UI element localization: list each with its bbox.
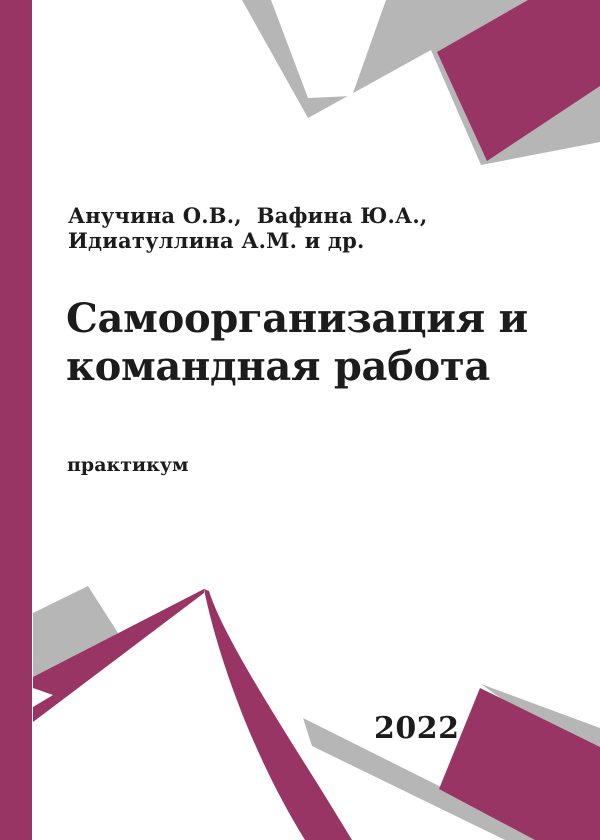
bottom-right-decoration [303, 684, 600, 840]
top-right-decoration [242, 0, 600, 165]
authors-line: Анучина О.В., Вафина Ю.А., Идиатуллина А.М. и др. [68, 203, 443, 253]
left-stripe [0, 0, 32, 840]
publication-year: 2022 [374, 711, 460, 746]
book-subtitle: практикум [67, 454, 189, 476]
peak-right-leg [204, 589, 352, 840]
bottom-left-decoration [33, 586, 352, 840]
book-title: Самоорганизация и командная работа [66, 295, 528, 390]
